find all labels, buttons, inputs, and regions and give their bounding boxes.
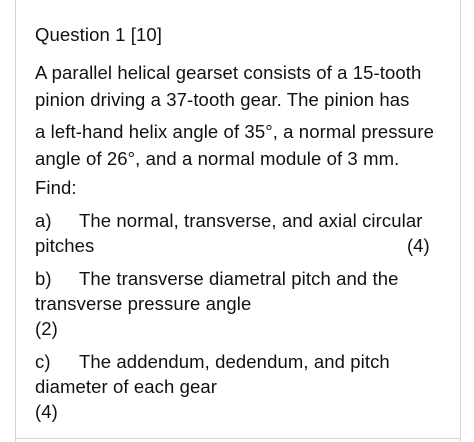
part-c-marks: (4) — [35, 401, 58, 422]
find-label: Find: — [35, 177, 77, 198]
page-bottom-border — [15, 438, 461, 439]
part-b-line-2: transverse pressure angle — [35, 293, 252, 314]
part-b-text: The transverse diametral pitch and the — [79, 268, 399, 289]
stem-line-4: angle of 26°, and a normal module of 3 mm. — [35, 148, 400, 169]
part-b-line-1 — [35, 268, 399, 290]
part-c-line-2: diameter of each gear — [35, 376, 218, 397]
part-a-marks: (4) — [407, 235, 430, 256]
page-right-border — [460, 0, 461, 442]
part-a-text: The normal, transverse, and axial circular — [79, 210, 423, 231]
page-left-border — [15, 0, 16, 442]
part-c-line-1 — [35, 351, 390, 373]
part-a-line-1 — [35, 210, 423, 232]
part-c-text: The addendum, dedendum, and pitch — [79, 351, 390, 372]
stem-line-1: A parallel helical gearset consists of a 15-tooth — [35, 62, 422, 83]
part-a-letter: a) — [35, 210, 52, 231]
part-c-letter: c) — [35, 351, 51, 372]
stem-line-2: pinion driving a 37-tooth gear. The pinion has — [35, 89, 410, 110]
part-a-line-2: pitches — [35, 235, 95, 256]
part-b-letter: b) — [35, 268, 52, 289]
stem-line-3: a left-hand helix angle of 35°, a normal pressure — [35, 121, 434, 142]
question-title: Question 1 [10] — [35, 24, 162, 45]
part-b-marks: (2) — [35, 318, 58, 339]
